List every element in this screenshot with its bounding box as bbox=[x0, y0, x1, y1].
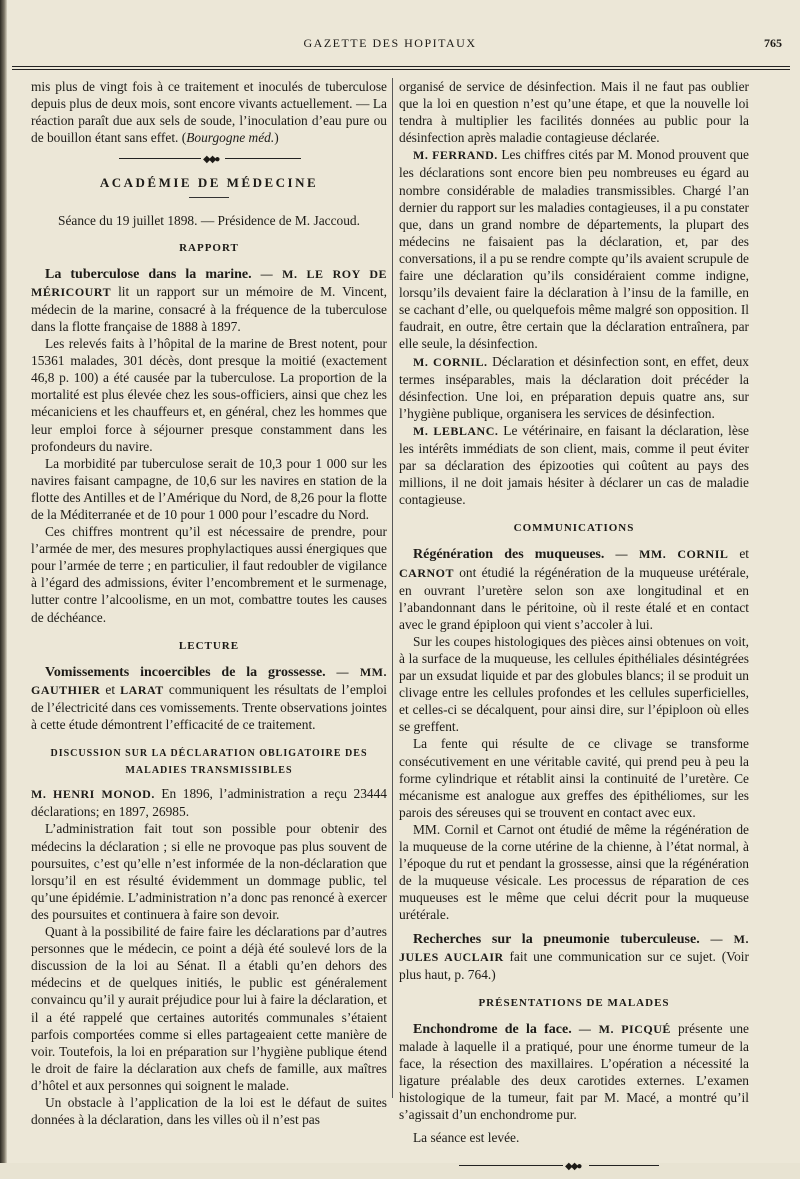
paragraph: Ces chiffres montrent qu’il est nécessaire de prendre, pour l’armée de mer, des mesures prophylactiques aussi énergiques que pour l’armée de terre ; en particulier, il faut redoubler de vigilance à l’égard des admissions, éviter l’encombrement et le surmenage, lutter contre l’alcoolisme, en un mot, combattre toutes les causes de déchéance. bbox=[31, 524, 387, 625]
article-author: — M. LE ROY DE MÉRICOURT bbox=[31, 266, 387, 299]
paragraph: La morbidité par tuberculose serait de 10,3 pour 1 000 sur les navires faisant campagne, de 10,6 sur les navires en station de la flotte des Antilles et de l’Amérique du Nord, de 8,26 pour la flotte de la Méditerranée et de 10 pour 1 000 pour l’escadre du Nord. bbox=[31, 455, 387, 522]
text-span: présente une malade à laquelle il a pratiqué, pour une énorme tumeur de la face, la résection des maxillaires. L’opération a nécessité la ligature préalable des deux carotides externes. L’examen histologique de la tumeur, fait par M. Macé, a montré qu’il s’agissait d’un enchondrome pur. bbox=[399, 1020, 749, 1123]
running-title: GAZETTE DES HOPITAUX bbox=[303, 36, 477, 50]
citation: Bourgogne méd. bbox=[186, 130, 275, 146]
paragraph: La fente qui résulte de ce clivage se transforme consécutivement en une véritable cavité, qui prend peu à peu la forme cylindrique et rétablit ainsi la continuité de l’uretère. Ce mécanisme est analogue aux greffes des épithéliomes, sur les parois des séreuses qui se trouvent en contact avec eux. bbox=[399, 736, 749, 820]
text-span: Les chiffres cités par M. Monod prouvent que les déclarations sont encore bien peu nombreuses eu égard au nombre considérable de maladies transmissibles. Chargé l’an dernier du rapport sur les maladies contagieuses, il a pu constater que, dans un grand nombre de départements, la plupart des médecins ne faisaient pas la déclaration, et, par des conversations, il a pu se rendre compte qu’ils avaient scrupule de faire une déclaration qu’ils considéraient comme indigne, lorsqu’ils devaient faire la déclaration à l’insu de la famille, en se cachant d’elle, ou quelquefois même malgré son opposition. Il faudrait, en outre, être certain que la déclaration entraînera, par elle seule, la désinfection. bbox=[399, 147, 749, 352]
article-author: CARNOT bbox=[399, 565, 455, 580]
article-enchondrome bbox=[399, 1020, 749, 1124]
binding-edge bbox=[0, 0, 7, 1163]
paragraph bbox=[31, 78, 387, 146]
ornament-divider: ◆◆● bbox=[399, 1161, 749, 1171]
text-span: En 1896, l’administration a reçu 23444 déclarations; en 1897, 26985. bbox=[31, 786, 387, 820]
page-number: 765 bbox=[764, 36, 782, 50]
article-tuberculose bbox=[31, 265, 387, 335]
article-title: La tuberculose dans la marine. bbox=[45, 266, 252, 282]
speaker-cornil bbox=[399, 353, 749, 422]
speaker-name: M. HENRI MONOD. bbox=[31, 787, 155, 802]
speaker-monod bbox=[31, 785, 387, 820]
article-pneumonie bbox=[399, 930, 749, 983]
page-header bbox=[20, 28, 782, 58]
paragraph: L’administration fait tout son possible pour obtenir des médecins la déclaration ; si elle ne provoque pas plus souvent de poursuites, c’est qu’elle n’est informée de la non-déclaration que lorsqu’il en est résulté évidemment un dommage public, tel qu’une épidémie. L’administration n’a donc pas renoncé à exercer des poursuites et continuera à faire son devoir. bbox=[31, 821, 387, 922]
column-divider bbox=[392, 78, 393, 1098]
paragraph: Quant à la possibilité de faire faire les déclarations par d’autres personnes que le médecin, ce point a déjà été soulevé lors de la discussion de la loi au Sénat. Il a établi qu’en dehors des médecins et de quelques initiés, le public est généralement convaincu qu’il y aurait préjudice pour lui à faire la déclaration, et il a été rappelé que certaines autorités communales s’étaient parfois comportées comme si elles partageaient cette manière de voir. Toutefois, la loi en préparation sur l’hygiène publique étend le droit de faire la déclaration aux chefs de famille, aux maîtres d’hôtel et aux personnes qui soignent le malade. bbox=[31, 924, 387, 1093]
speaker-name: M. FERRAND. bbox=[413, 148, 498, 163]
speaker-name: M. LEBLANC. bbox=[413, 423, 499, 438]
speaker-ferrand bbox=[399, 146, 749, 352]
paragraph: MM. Cornil et Carnot ont étudié de même la régénération de la muqueuse de la corne utérine de la chienne, à l’état normal, à l’époque du rut et pendant la grossesse, ainsi que la régénération de la muqueuse vésicale. Les processus de réparation de ces muqueuses est le même que celui décrit pour la muqueuse urétérale. bbox=[399, 821, 749, 923]
paragraph: Sur les coupes histologiques des pièces ainsi obtenues on voit, à la surface de la muqueuse, les cellules épithéliales désintégrées par un exsudat liquide et par des globules blancs; il se produit un clivage entre les cellules profondes et les cellules superficielles, et celles-ci se décalquent, pour ainsi dire, sur l’épiploon où elles se greffent. bbox=[399, 633, 749, 735]
left-column bbox=[31, 78, 387, 1128]
paragraph: Un obstacle à l’application de la loi est le défaut de suites données à la déclaration, dans les villes où il n’est pas bbox=[31, 1094, 387, 1128]
paragraph: Les relevés faits à l’hôpital de la marine de Brest notent, pour 15361 malades, 301 décès, dont presque la moitié (exactement 46,8 p. 100) a été causée par la tuberculose. La proportion de la mortalité est plus élevée chez les sous-officiers, ainsi que chez les mécaniciens et les chauffeurs et, en général, chez les hommes que leur emploi force à séjourner presque constamment dans les profondeurs du navire. bbox=[31, 336, 387, 454]
article-author: — MM. CORNIL bbox=[604, 547, 729, 562]
text-span: Le vétérinaire, en faisant la déclaration, lèse les intérêts immédiats de son client, mais, comme il peut éviter par sa déclaration des épizooties qui coûtent au pays des millions, il ne doit jamais hésiter à déclarer un cas de maladie contagieuse. bbox=[399, 422, 749, 508]
text-span: et bbox=[100, 681, 121, 697]
text-span: lit un rapport sur un mémoire de M. Vincent, médecin de la marine, consacré à la fréquence de la tuberculose dans la flotte française de 1888 à 1897. bbox=[31, 283, 387, 334]
short-rule bbox=[189, 197, 229, 198]
section-heading-lecture: LECTURE bbox=[178, 639, 240, 652]
text-span: communiquent les résultats de l’emploi de l’électricité dans ces vomissements. Trente observations jointes à cette étude démontrent l’efficacité de ce traitement. bbox=[31, 681, 388, 732]
text-span: ont étudié la régénération de la muqueuse urétérale, en ouvrant l’uretère selon son axe longitudinal et en l’abandonnant dans le péritoine, où il reste étalé et en contact avec le grand épiploon qui vient s’accoler à lui. bbox=[399, 564, 749, 632]
article-title: Régénération des muqueuses. bbox=[413, 547, 605, 563]
section-heading-communications: COMMUNICATIONS bbox=[513, 522, 635, 535]
text-span: mis plus de vingt fois à ce traitement et inoculés de tuberculose depuis plus de deux mois, sont encore vivants actuellement. — La réaction paraît due aux sels de soude, l’inoculation d’eau pure ou de bouillon étant sans effet. ( bbox=[31, 79, 387, 146]
article-vomissements bbox=[31, 663, 387, 733]
header-rule bbox=[12, 66, 790, 70]
section-heading-presentations: PRÉSENTATIONS DE MALADES bbox=[478, 996, 670, 1009]
text-span: et bbox=[728, 546, 749, 562]
article-author: — M. JULES AUCLAIR bbox=[399, 931, 749, 964]
paragraph: organisé de service de désinfection. Mais il ne faut pas oublier que la loi en question n’est qu’une étape, et que la nouvelle loi tendra à multiplier les facilités données au public pour la désinfection après maladie contagieuse déclarée. bbox=[399, 79, 749, 146]
article-regeneration bbox=[399, 545, 749, 632]
ornament-divider: ◆◆● bbox=[31, 154, 387, 164]
text-span: ) bbox=[274, 130, 279, 146]
section-heading-discussion: DISCUSSION SUR LA DÉCLARATION OBLIGATOIRE DES MALADIES TRANSMISSIBLES bbox=[50, 748, 368, 777]
session-line: Séance du 19 juillet 1898. — Présidence de M. Jaccoud. bbox=[58, 213, 360, 229]
article-author: — MM. GAUTHIER bbox=[31, 664, 387, 697]
speaker-leblanc bbox=[399, 422, 749, 508]
text-span: fait une communication sur ce sujet. (Voir plus haut, p. 764.) bbox=[399, 948, 749, 982]
section-heading-rapport: RAPPORT bbox=[179, 241, 239, 254]
article-title: Recherches sur la pneumonie tuberculeuse. bbox=[413, 931, 700, 947]
article-title: Enchondrome de la face. bbox=[413, 1021, 572, 1037]
right-column bbox=[399, 78, 749, 1179]
section-heading-academie: ACADÉMIE DE MÉDECINE bbox=[99, 175, 319, 191]
speaker-name: M. CORNIL. bbox=[413, 354, 488, 369]
article-author: LARAT bbox=[120, 682, 164, 697]
article-title: Vomissements incoercibles de la grossesse. bbox=[45, 664, 326, 680]
text-span: Déclaration et désinfection sont, en effet, deux termes inséparables, mais la déclaration doit précéder la désinfection. Une loi, en préparation depuis quatre ans, sur l’hygiène publique, organisera les services de désinfection. bbox=[399, 353, 749, 421]
closing-line: La séance est levée. bbox=[413, 1130, 520, 1146]
article-author: — M. PICQUÉ bbox=[571, 1021, 671, 1036]
